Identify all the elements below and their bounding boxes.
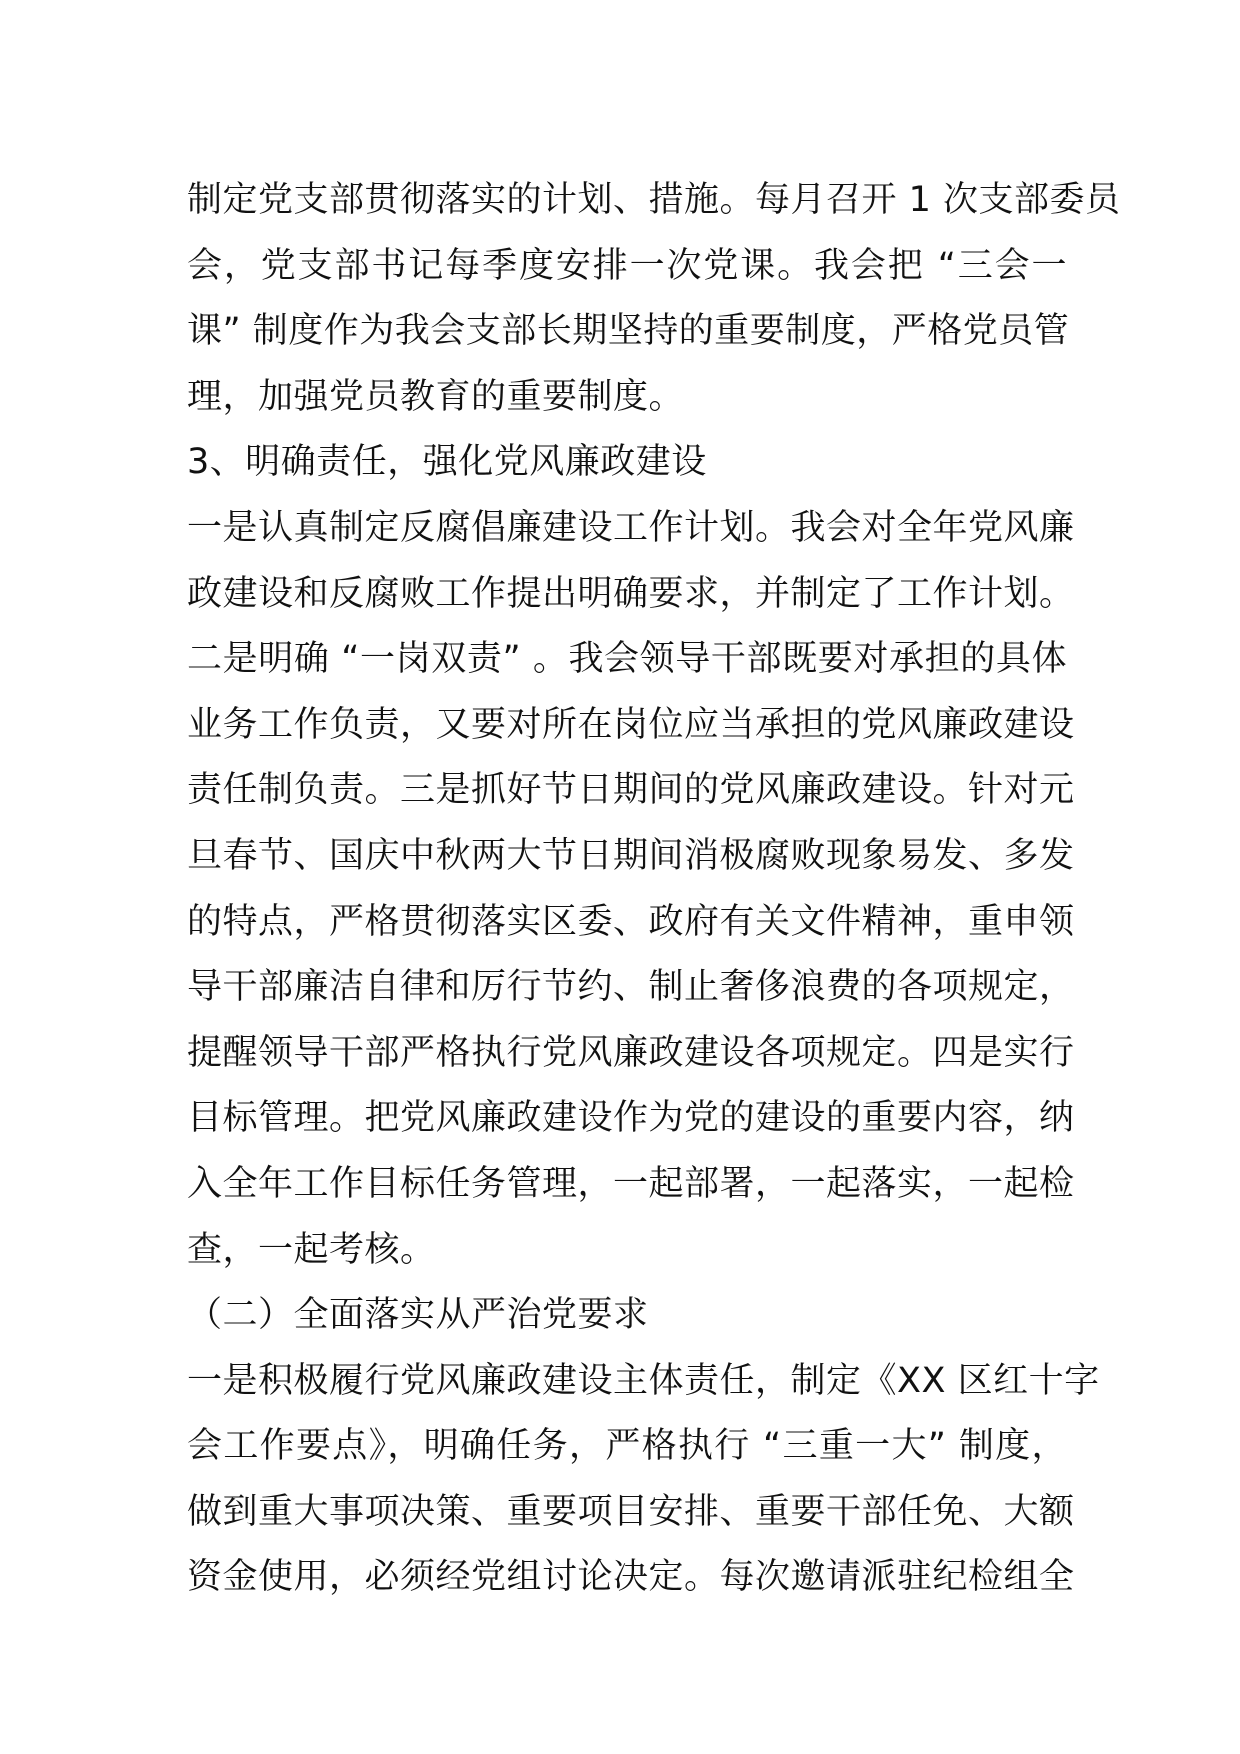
text-line: 业务工作负责，又要对所在岗位应当承担的党风廉政建设 [187,704,1075,745]
text-line: 的特点，严格贯彻落实区委、政府有关文件精神，重申领 [187,901,1075,942]
document-page [187,168,1121,1611]
text-line: 课” 制度作为我会支部长期坚持的重要制度，严格党员管 [187,311,1070,352]
text-line: 旦春节、国庆中秋两大节日期间消极腐败现象易发、多发 [187,835,1075,876]
text-line: 政建设和反腐败工作提出明确要求，并制定了工作计划。 [187,573,1075,614]
text-line: 二是明确 “一岗双责” 。我会领导干部既要对承担的具体 [187,639,1067,680]
text-line: 理，加强党员教育的重要制度。 [187,376,685,417]
section-heading [187,1283,1067,1349]
heading-text: （二）全面落实从严治党要求 [187,1295,649,1336]
text-line: 会，党支部书记每季度安排一次党课。我会把 “三会一 [187,245,1067,286]
text-line: 目标管理。把党风廉政建设作为党的建设的重要内容，纳 [187,1098,1075,1139]
text-line: 提醒领导干部严格执行党风廉政建设各项规定。四是实行 [187,1032,1075,1073]
text-line: 一是积极履行党风廉政建设主体责任，制定《XX 区红十字 [187,1360,1100,1401]
text-line: 入全年工作目标任务管理，一起部署，一起落实，一起检 [187,1163,1075,1204]
section-heading [187,430,1067,496]
text-line: 导干部廉洁自律和厉行节约、制止奢侈浪费的各项规定， [187,967,1075,1008]
text-line: 一是认真制定反腐倡廉建设工作计划。我会对全年党风廉 [187,507,1075,548]
body-paragraph [187,1349,1100,1611]
text-line: 责任制负责。三是抓好节日期间的党风廉政建设。针对元 [187,770,1075,811]
text-line: 查，一起考核。 [187,1229,436,1270]
text-line: 资金使用，必须经党组讨论决定。每次邀请派驻纪检组全 [187,1557,1075,1598]
body-paragraph [187,496,1075,1283]
body-paragraph [187,168,1121,430]
heading-text: 3、明确责任，强化党风廉政建设 [187,442,707,483]
text-line: 会工作要点》，明确任务，严格执行 “三重一大” 制度， [187,1426,1067,1467]
text-line: 做到重大事项决策、重要项目安排、重要干部任免、大额 [187,1491,1075,1532]
text-line: 制定党支部贯彻落实的计划、措施。每月召开 1 次支部委员 [187,180,1121,220]
